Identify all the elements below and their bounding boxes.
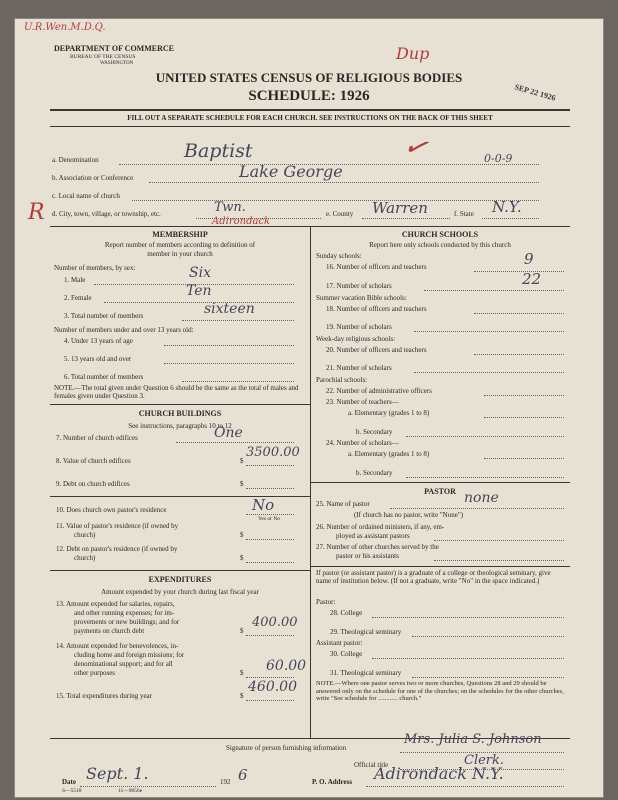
- pastor-name-label: 25. Name of pastor: [316, 500, 370, 508]
- expenditures-rule: [50, 570, 310, 571]
- expenditures-intro: Amount expended by your church during last fiscal year: [101, 588, 259, 596]
- age-label: Number of members under and over 13 years old:: [54, 326, 194, 334]
- residence-debt-label-1: 12. Debt on pastor's residence (if owned by: [56, 545, 178, 553]
- signature-label: Signature of person furnishing information: [226, 744, 347, 752]
- print-code: 11—9056e: [118, 788, 143, 794]
- dollar-13: $: [240, 627, 244, 635]
- sunday-officers-label: 16. Number of officers and teachers: [326, 263, 427, 271]
- scholars-elementary-field[interactable]: [484, 458, 564, 459]
- college-note: If pastor (or assistant pastor) is a graduate of a college or theological seminary, give name of institution below. (If not a graduate, write "No" in the space indicated.): [316, 569, 551, 585]
- dup-mark: Dup: [396, 44, 430, 63]
- sunday-scholars-field[interactable]: 22: [522, 270, 542, 288]
- summer-officers-label: 18. Number of officers and teachers: [326, 305, 427, 313]
- date-line: [80, 786, 216, 787]
- state-field[interactable]: N.Y.: [492, 198, 522, 216]
- running-expenses-label-3: provements or new buildings; and for: [74, 618, 180, 626]
- male-label: 1. Male: [64, 276, 86, 284]
- summer-officers-field[interactable]: [474, 313, 564, 314]
- total-members-field[interactable]: sixteen: [204, 301, 255, 317]
- running-expenses-field[interactable]: 400.00: [252, 615, 298, 630]
- assistant-ministers-label-2: ployed as assistant pastors: [336, 532, 410, 540]
- benevolences-label-2: cluding home and foreign missions; for: [74, 651, 185, 659]
- sunday-scholars-line: [424, 290, 564, 291]
- dollar-8: $: [240, 457, 244, 465]
- owns-residence-line: [246, 514, 294, 515]
- sunday-officers-line: [474, 271, 564, 272]
- total-expenditures-field[interactable]: 460.00: [248, 679, 297, 695]
- running-expenses-label-1: 13. Amount expended for salaries, repairs,: [56, 600, 175, 608]
- buildings-heading: CHURCH BUILDINGS: [138, 409, 222, 418]
- schools-heading: CHURCH SCHOOLS: [401, 230, 479, 239]
- teachers-secondary-label: b. Secondary: [356, 428, 393, 436]
- sunday-schools-label: Sunday schools:: [316, 252, 362, 260]
- benevolences-label-4: other purposes: [74, 669, 116, 677]
- pastor-heading: PASTOR: [424, 487, 456, 496]
- under-13-label: 4. Under 13 years of age: [64, 337, 133, 345]
- date-label: Date: [62, 778, 76, 786]
- pastor-college-group-label: Pastor:: [316, 598, 336, 606]
- weekday-officers-field[interactable]: [474, 354, 564, 355]
- over-13-label: 5. 13 years old and over: [64, 355, 132, 363]
- membership-intro-2: member in your church: [147, 250, 213, 258]
- city-field-correction: Adirondack: [212, 216, 271, 227]
- other-churches-label-2: pastor or his assistants: [336, 552, 399, 560]
- form-title: UNITED STATES CENSUS OF RELIGIOUS BODIES: [155, 70, 463, 85]
- total-members-6-field[interactable]: [182, 381, 294, 382]
- margin-r-mark: R: [28, 200, 45, 225]
- state-line: [482, 218, 539, 219]
- pastor-college-label: 28. College: [330, 609, 363, 617]
- denomination-label: a. Denomination: [52, 156, 99, 164]
- weekday-schools-label: Week-day religious schools:: [316, 335, 396, 343]
- buildings-intro: See instructions, paragraphs 10 to 12: [128, 422, 232, 430]
- po-address-line: [366, 786, 564, 787]
- female-field[interactable]: Ten: [186, 283, 212, 299]
- yes-or-no-hint: Yes or No: [258, 516, 281, 522]
- edifices-field[interactable]: One: [214, 425, 243, 441]
- running-expenses-label-2: and other running expenses; for im-: [74, 609, 175, 617]
- edifice-value-line: [246, 465, 294, 466]
- owns-residence-field[interactable]: No: [252, 496, 275, 514]
- bureau-city: WASHINGTON: [100, 61, 134, 66]
- assistant-pastor-group-label: Assistant pastor:: [316, 639, 363, 647]
- schools-intro: Report here only schools conducted by this church: [369, 241, 511, 249]
- male-field[interactable]: Six: [189, 265, 211, 281]
- over-13-field[interactable]: [164, 363, 294, 364]
- weekday-officers-label: 20. Number of officers and teachers: [326, 346, 427, 354]
- official-title-label: Official title: [354, 761, 389, 769]
- teachers-elementary-label: a. Elementary (grades 1 to 8): [348, 409, 430, 417]
- buildings-rule: [50, 404, 310, 405]
- sunday-scholars-label: 17. Number of scholars: [326, 282, 392, 290]
- form-subtitle: SCHEDULE: 1926: [248, 88, 370, 104]
- instructions-rule: [50, 126, 570, 127]
- form-code: S—5518: [62, 788, 82, 794]
- scholars-secondary-field[interactable]: [406, 477, 564, 478]
- local-name-line[interactable]: [132, 200, 539, 201]
- census-schedule-sheet: [14, 18, 604, 798]
- weekday-scholars-label: 21. Number of scholars: [326, 364, 392, 372]
- dollar-12: $: [240, 554, 244, 562]
- residence-value-label-2: church): [74, 531, 96, 539]
- po-address-field[interactable]: Adirondack N.Y.: [374, 764, 504, 783]
- benevolences-label-3: denominational support; and for all: [74, 660, 173, 668]
- pastor-seminary-label: 29. Theological seminary: [330, 628, 402, 636]
- residence-debt-field[interactable]: [246, 562, 294, 563]
- check-mark: ✓: [399, 127, 432, 166]
- assistant-seminary-field[interactable]: [412, 677, 564, 678]
- total-members-6-label: 6. Total number of members: [64, 373, 144, 381]
- college-rule: [310, 566, 570, 567]
- state-label: f. State: [454, 210, 474, 218]
- dollar-14: $: [240, 669, 244, 677]
- local-name-label: c. Local name of church: [52, 192, 120, 200]
- association-line: [149, 182, 539, 183]
- female-label: 2. Female: [64, 294, 92, 302]
- official-title-field[interactable]: Clerk.: [464, 753, 505, 768]
- edifices-line: [176, 442, 294, 443]
- department-name: DEPARTMENT OF COMMERCE: [54, 44, 175, 53]
- pastor-rule: [310, 482, 570, 483]
- edifices-label: 7. Number of church edifices: [56, 434, 138, 442]
- total-expenditures-line: [246, 700, 294, 701]
- title-rule: [50, 109, 570, 111]
- members-by-sex-label: Number of members, by sex:: [54, 264, 136, 272]
- running-expenses-label-4: payments on church debt: [74, 627, 145, 635]
- pastor-name-field[interactable]: none: [464, 490, 499, 506]
- benevolences-label-1: 14. Amount expended for benevolences, in-: [56, 642, 179, 650]
- expenditures-heading: EXPENDITURES: [148, 575, 212, 584]
- bureau-name: BUREAU OF THE CENSUS: [70, 54, 136, 60]
- dollar-9: $: [240, 480, 244, 488]
- date-field[interactable]: Sept. 1.: [86, 764, 149, 783]
- dollar-11: $: [240, 531, 244, 539]
- edifice-value-label: 8. Value of church edifices: [56, 457, 131, 465]
- assistant-ministers-label-1: 26. Number of ordained ministers, if any, em-: [316, 523, 445, 531]
- county-line: [362, 218, 450, 219]
- assistant-ministers-field[interactable]: [434, 540, 564, 541]
- teachers-label: 23. Number of teachers—: [326, 398, 399, 406]
- scholars-elementary-label: a. Elementary (grades 1 to 8): [348, 450, 430, 458]
- admin-officers-label: 22. Number of administrative officers: [326, 387, 432, 395]
- summer-schools-label: Summer vacation Bible schools:: [316, 294, 407, 302]
- pastor-note: NOTE.—Where one pastor serves two or more churches, Questions 28 and 29 should be answered only on the schedule for one of the churches; on the schedules for the other churches, write "See schedule for ............ church.": [316, 680, 564, 702]
- margin-note: U.R.Wen.M.D.Q.: [24, 22, 106, 33]
- other-churches-field[interactable]: [434, 560, 564, 561]
- pastor-name-line: [390, 508, 564, 509]
- po-address-label: P. O. Address: [312, 778, 353, 786]
- scholars-label: 24. Number of scholars—: [326, 439, 399, 447]
- city-label: d. City, town, village, or township, etc.: [52, 210, 161, 218]
- female-line: [104, 302, 294, 303]
- residence-debt-label-2: church): [74, 554, 96, 562]
- form-instructions: FILL OUT A SEPARATE SCHEDULE FOR EACH CHURCH. SEE INSTRUCTIONS ON THE BACK OF THIS SHEET: [127, 114, 493, 122]
- parochial-schools-label: Parochial schools:: [316, 376, 368, 384]
- benevolences-field[interactable]: 60.00: [266, 658, 307, 674]
- benevolences-line: [246, 677, 294, 678]
- membership-heading: MEMBERSHIP: [152, 230, 208, 239]
- county-field[interactable]: Warren: [372, 199, 428, 217]
- year-prefix: 192: [220, 778, 231, 786]
- sunday-officers-field[interactable]: 9: [524, 250, 534, 268]
- assistant-seminary-label: 31. Theological seminary: [330, 669, 402, 677]
- scholars-secondary-label: b. Secondary: [356, 469, 393, 477]
- running-expenses-line: [246, 635, 294, 636]
- teachers-secondary-field[interactable]: [406, 436, 564, 437]
- edifice-debt-label: 9. Debt on church edifices: [56, 480, 130, 488]
- city-field[interactable]: Twn.: [214, 200, 246, 215]
- summer-scholars-field[interactable]: [414, 331, 564, 332]
- total-members-line: [182, 320, 294, 321]
- total-members-label: 3. Total number of members: [64, 312, 144, 320]
- dollar-15: $: [240, 692, 244, 700]
- denomination-field[interactable]: Baptist: [184, 140, 253, 162]
- weekday-scholars-field[interactable]: [414, 372, 564, 373]
- other-churches-label-1: 27. Number of other churches served by the: [316, 543, 439, 551]
- total-expenditures-label: 15. Total expenditures during year: [56, 692, 152, 700]
- membership-intro-1: Report number of members according to definition of: [104, 241, 256, 249]
- date-stamp: SEP 22 1926: [513, 82, 557, 103]
- edifice-value-field[interactable]: 3500.00: [246, 445, 300, 460]
- association-field[interactable]: Lake George: [239, 162, 343, 181]
- edifice-debt-field[interactable]: [246, 488, 294, 489]
- under-13-field[interactable]: [164, 345, 294, 346]
- year-field[interactable]: 6: [238, 766, 248, 784]
- pastor-college-field[interactable]: [372, 617, 564, 618]
- signature-field[interactable]: Mrs. Julia S. Johnson: [404, 732, 542, 747]
- assistant-college-label: 30. College: [330, 650, 363, 658]
- county-label: e. County: [326, 210, 354, 218]
- pastor-none-hint: (If church has no pastor, write "None"): [354, 511, 464, 519]
- residence-value-field[interactable]: [246, 539, 294, 540]
- teachers-elementary-field[interactable]: [484, 417, 564, 418]
- admin-officers-field[interactable]: [484, 395, 564, 396]
- residence-value-label-1: 11. Value of pastor's residence (if owned by: [56, 522, 179, 530]
- summer-scholars-label: 19. Number of scholars: [326, 323, 392, 331]
- membership-note: NOTE.—The total given under Question 6 should be the same as the total of males and females given under Question 3.: [54, 384, 299, 400]
- owns-residence-label: 10. Does church own pastor's residence: [56, 506, 167, 514]
- assistant-college-field[interactable]: [372, 658, 564, 659]
- denomination-code: 0-0-9: [484, 152, 513, 165]
- pastor-seminary-field[interactable]: [412, 636, 564, 637]
- association-label: b. Association or Conference: [52, 174, 134, 182]
